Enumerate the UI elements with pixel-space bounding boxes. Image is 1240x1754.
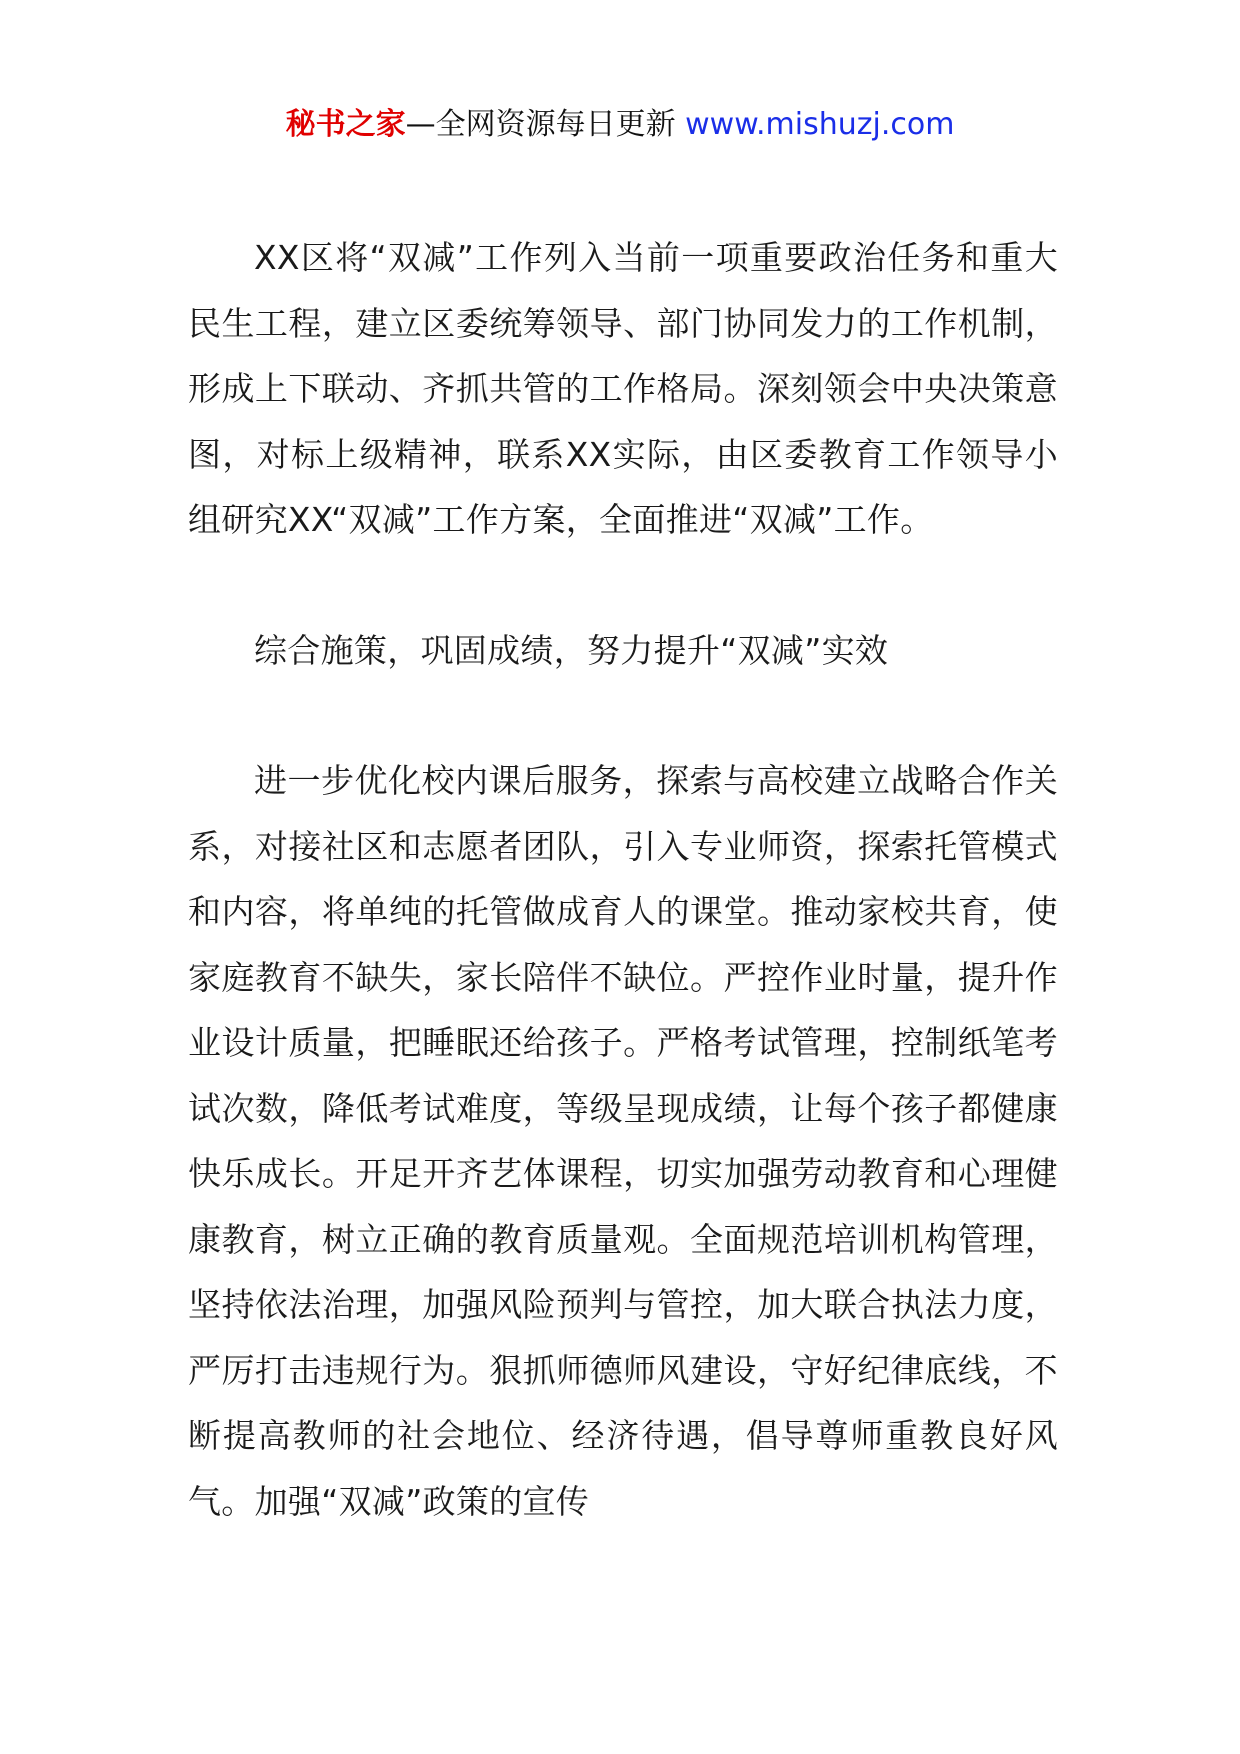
document-body — [188, 225, 1058, 1534]
paragraph-1: XX区将“双减”工作列入当前一项重要政治任务和重大民生工程，建立区委统筹领导、部门协同发力的工作机制，形成上下联动、齐抓共管的工作格局。深刻领会中央决策意图，对标上级精神，联系XX实际，由区委教育工作领导小组研究XX“双减”工作方案，全面推进“双减”工作。 — [188, 238, 1058, 539]
site-header — [0, 100, 1240, 150]
paragraph-spacer — [188, 683, 1058, 748]
section-heading: 综合施策，巩固成绩，努力提升“双减”实效 — [254, 630, 889, 670]
brand-name: 秘书之家 — [285, 107, 406, 142]
paragraph-spacer — [188, 553, 1058, 618]
paragraph-2: 进一步优化校内课后服务，探索与高校建立战略合作关系，对接社区和志愿者团队，引入专业师资，探索托管模式和内容，将单纯的托管做成育人的课堂。推动家校共育，使家庭教育不缺失，家长陪伴不缺位。严控作业时量，提升作业设计质量，把睡眠还给孩子。严格考试管理，控制纸笔考试次数，降低考试难度，等级呈现成绩，让每个孩子都健康快乐成长。开足开齐艺体课程，切实加强劳动教育和心理健康教育，树立正确的教育质量观。全面规范培训机构管理，坚持依法治理，加强风险预判与管控，加大联合执法力度，严厉打击违规行为。狠抓师德师风建设，守好纪律底线，不断提高教师的社会地位、经济待遇，倡导尊师重教良好风气。加强“双减”政策的宣传 — [188, 761, 1058, 1521]
header-tagline: —全网资源每日更新 — [405, 107, 676, 142]
site-url-link[interactable]: www.mishuzj.com — [685, 107, 955, 142]
